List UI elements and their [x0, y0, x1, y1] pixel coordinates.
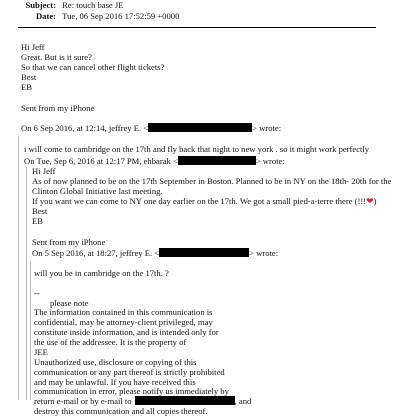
disclaimer-line: and may be unlawful. If you have received this — [34, 377, 196, 387]
signature-dashes: -- — [34, 288, 40, 298]
redaction-block — [159, 248, 249, 257]
body-line: So that we can cancel other flight tickets? — [21, 62, 165, 72]
date-row — [18, 11, 179, 21]
header-divider — [18, 27, 376, 28]
disclaimer-text: return e-mail or by e-mail to — [34, 396, 132, 406]
quote2-line-text: If you want we can come to NY one day earlier on the 17th. We got a small pied-a-terre there (!!! — [32, 196, 367, 206]
quote-bar — [26, 167, 27, 400]
disclaimer-email-suffix: , and — [234, 396, 252, 406]
subject-label: Subject: — [25, 0, 56, 10]
disclaimer-line: The information contained in this communication is — [34, 307, 213, 317]
signature: EB — [21, 82, 32, 92]
disclaimer-line: constitute inside information, and is intended only for — [34, 327, 219, 337]
redaction-block — [148, 123, 252, 132]
note-title: please note — [50, 298, 89, 308]
disclaimer-line: destroy this communication and all copies thereof. — [34, 406, 208, 416]
quote2-line: As of now planned to be on the 17th September in Boston. Planned to be in NY on the 18th- 20th for the — [32, 176, 392, 186]
date-label: Date: — [35, 11, 56, 21]
quote2-line: EB — [32, 216, 43, 226]
quote2-attribution-suffix: > wrote: — [255, 156, 285, 166]
quote2-line: Clinton Global Initiative last meeting. — [32, 186, 163, 196]
disclaimer-line: communication in error, please notify us immediately by — [34, 386, 229, 396]
sent-from: Sent from my iPhone — [21, 103, 95, 113]
quote3-attribution — [32, 248, 278, 258]
quote2-attribution — [24, 156, 285, 166]
body-line: Great. But is it sure? — [21, 52, 92, 62]
quote1-attribution-suffix: > wrote: — [252, 123, 282, 133]
quote-bar — [18, 136, 19, 400]
body-line: Best — [21, 72, 37, 82]
date-value: Tue, 06 Sep 2016 17:52:59 +0000 — [62, 11, 180, 21]
disclaimer-line: JEE — [34, 347, 48, 357]
greeting: Hi Jeff — [21, 42, 45, 52]
quote1-attribution — [21, 123, 281, 133]
subject-row — [18, 0, 124, 10]
disclaimer-line: confidential, may be attorney-client privileged, may — [34, 317, 213, 327]
quote2-attribution-prefix: On Tue, Sep 6, 2016 at 12:17 PM, ehbarak < — [24, 156, 178, 166]
quote3-attribution-suffix: > wrote: — [249, 248, 279, 258]
redaction-block — [135, 396, 235, 405]
quote2-line — [32, 196, 377, 206]
quote2-heart-suffix: ) — [373, 196, 377, 206]
quote-bar — [30, 261, 31, 400]
quote1-text: i will come to cambridge on the 17th and fly back that night to new york . so it might work perfectly — [24, 144, 370, 154]
disclaimer-line: Unauthorized use, disclosure or copying of this — [34, 357, 197, 367]
quote1-attribution-prefix: On 6 Sep 2016, at 12:14, jeffrey E. < — [21, 123, 149, 133]
subject-value: Re: touch base JE — [62, 0, 124, 10]
heart-icon: ❤ — [366, 196, 374, 206]
quote3-attribution-prefix: On 5 Sep 2016, at 18:27, jeffrey E. < — [32, 248, 160, 258]
quote2-sent-from: Sent from my iPhone — [32, 237, 106, 247]
quote2-line: Hi Jeff — [32, 166, 56, 176]
quote2-line: Best — [32, 206, 48, 216]
redaction-block — [178, 156, 256, 165]
disclaimer-line: communication or any part thereof is strictly prohibited — [34, 367, 225, 377]
disclaimer-line — [34, 396, 251, 406]
quote3-text: will you be in cambridge on the 17th. ? — [34, 268, 169, 278]
disclaimer-line: the use of the addressee. It is the property of — [34, 337, 187, 347]
